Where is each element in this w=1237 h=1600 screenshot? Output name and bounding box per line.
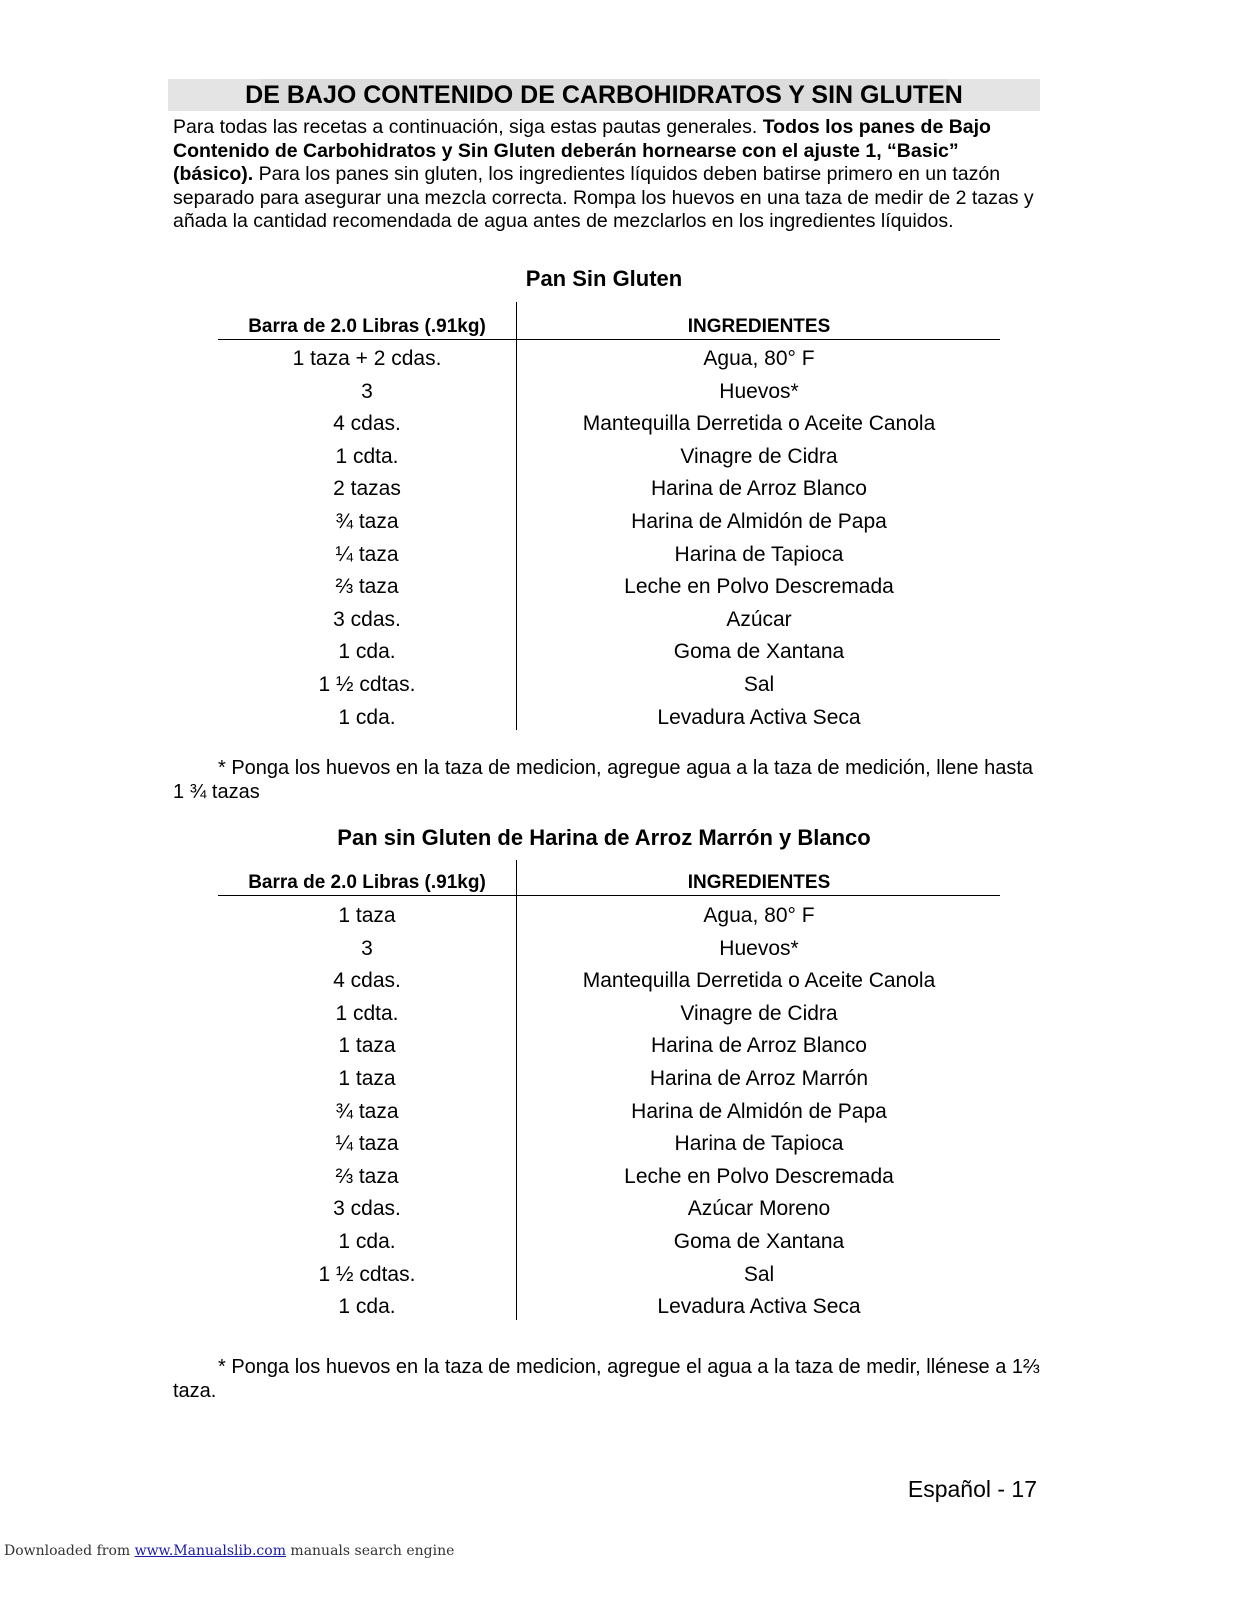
ingredient-amount: 1 cda. [338, 1230, 396, 1253]
ingredient-name: Goma de Xantana [673, 640, 845, 664]
ingredient-amount: 1 cda. [338, 640, 396, 664]
ingredient-amount: 1 cdta. [335, 1001, 399, 1025]
ingredient-amount: 1 taza [338, 1034, 396, 1058]
ingredient-amount: 1 cdta. [335, 444, 399, 468]
ingredient-name: Harina de Almidón de Papa [631, 510, 887, 533]
table-row [218, 506, 1000, 539]
table-row [218, 1030, 1000, 1063]
table-row [218, 1226, 1000, 1259]
table-row [218, 965, 1000, 998]
ingredient-amount: 2 tazas [333, 477, 401, 501]
table-header-ingredients: INGREDIENTES [687, 872, 831, 893]
ingredient-amount: 1 taza [338, 904, 396, 927]
ingredient-name: Huevos* [719, 936, 799, 960]
table-row [218, 571, 1000, 604]
ingredient-amount: 3 cdas. [333, 607, 401, 631]
table-row [218, 604, 1000, 637]
ingredient-amount: 1 ½ cdtas. [318, 1262, 416, 1286]
ingredient-amount: ¼ taza [335, 1132, 399, 1156]
footer-link[interactable]: www.Manualslib.com [134, 1543, 286, 1559]
table-header-ingredients: INGREDIENTES [687, 316, 831, 337]
table-header-amount: Barra de 2.0 Libras (.91kg) [248, 316, 486, 337]
footer-prefix: Downloaded from [4, 1543, 135, 1559]
ingredient-name: Harina de Tapioca [674, 542, 844, 566]
ingredient-name: Levadura Activa Seca [657, 705, 861, 729]
ingredient-amount: 3 cdas. [333, 1197, 401, 1221]
ingredient-name: Vinagre de Cidra [680, 1001, 838, 1025]
table-row [218, 636, 1000, 669]
ingredient-amount: 4 cdas. [333, 969, 401, 993]
table-row [218, 1259, 1000, 1292]
table-row [218, 1161, 1000, 1194]
ingredients-table [218, 302, 1000, 732]
ingredient-name: Harina de Almidón de Papa [631, 1099, 887, 1123]
table-row [218, 539, 1000, 572]
table-row [218, 702, 1000, 735]
ingredient-name: Harina de Arroz Marrón [649, 1067, 869, 1090]
download-footer [4, 1543, 454, 1559]
table-row [218, 669, 1000, 702]
ingredient-amount: 1 ½ cdtas. [318, 673, 416, 696]
intro-paragraph [173, 116, 1043, 234]
recipe-title: Pan Sin Gluten [525, 266, 683, 291]
ingredient-amount: 3 [361, 936, 373, 960]
ingredient-amount: ⅔ taza [335, 1164, 399, 1188]
ingredient-name: Leche en Polvo Descremada [624, 1164, 894, 1188]
ingredient-name: Levadura Activa Seca [657, 1295, 861, 1319]
intro-bold-text: Todos los panes de Bajo Contenido de Carbohidratos y Sin Gluten deberán hornearse con el ajuste 1, “Basic” (básico). [173, 116, 991, 185]
ingredient-name: Mantequilla Derretida o Aceite Canola [582, 412, 936, 436]
table-row [218, 408, 1000, 441]
ingredient-name: Vinagre de Cidra [680, 444, 838, 468]
table-row [218, 1063, 1000, 1096]
ingredient-name: Harina de Arroz Blanco [651, 1034, 867, 1058]
ingredient-amount: ⅔ taza [335, 575, 399, 599]
ingredient-name: Agua, 80° F [703, 347, 815, 370]
ingredient-amount: ¾ taza [335, 1099, 399, 1123]
intro-text: Para todas las recetas a continuación, siga estas pautas generales. [173, 116, 763, 138]
table-row [218, 376, 1000, 409]
table-divider-horizontal [218, 895, 1000, 896]
ingredient-name: Goma de Xantana [673, 1230, 845, 1253]
table-row [218, 441, 1000, 474]
table-row [218, 900, 1000, 933]
table-row [218, 343, 1000, 376]
ingredient-name: Harina de Arroz Blanco [651, 477, 867, 501]
table-row [218, 1128, 1000, 1161]
ingredient-amount: ¼ taza [335, 542, 399, 566]
ingredients-table [218, 860, 1000, 1322]
ingredient-name: Azúcar Moreno [687, 1197, 831, 1221]
intro-text-cont: Para los panes sin gluten, los ingredientes líquidos deben batirse primero en un tazón separado para asegurar una mezcla correcta. Rompa los huevos en una taza de medir de 2 tazas y añada la cantidad recomendada de agua antes de mezclarlos en los ingredientes líquidos. [173, 163, 1034, 232]
ingredient-amount: 1 taza + 2 cdas. [292, 347, 442, 370]
table-row [218, 473, 1000, 506]
recipe-note: * Ponga los huevos en la taza de medicion, agregue agua a la taza de medición, llene hasta 1 ¾ tazas [173, 757, 1033, 803]
table-row [218, 933, 1000, 966]
ingredient-name: Agua, 80° F [703, 904, 815, 927]
recipe-note: * Ponga los huevos en la taza de medicion, agregue el agua a la taza de medir, llénese a 1⅔ taza. [173, 1356, 1040, 1402]
ingredient-name: Azúcar [726, 607, 792, 631]
ingredient-amount: ¾ taza [335, 510, 399, 533]
table-row [218, 998, 1000, 1031]
ingredient-amount: 3 [361, 379, 373, 403]
ingredient-name: Huevos* [719, 379, 799, 403]
section-title: DE BAJO CONTENIDO DE CARBOHIDRATOS Y SIN GLUTEN [245, 81, 963, 109]
ingredient-name: Mantequilla Derretida o Aceite Canola [582, 969, 936, 993]
ingredient-amount: 1 cda. [338, 705, 396, 729]
recipe-title: Pan sin Gluten de Harina de Arroz Marrón y Blanco [337, 825, 871, 850]
table-header-amount: Barra de 2.0 Libras (.91kg) [248, 872, 486, 893]
table-row [218, 1096, 1000, 1129]
table-divider-horizontal [218, 339, 1000, 340]
ingredient-amount: 4 cdas. [333, 412, 401, 436]
footer-suffix: manuals search engine [285, 1543, 455, 1559]
page-number: Español - 17 [907, 1476, 1037, 1502]
ingredient-name: Sal [743, 1262, 775, 1286]
table-row [218, 1291, 1000, 1324]
table-row [218, 1193, 1000, 1226]
ingredient-amount: 1 taza [338, 1067, 396, 1090]
ingredient-name: Sal [743, 673, 775, 696]
ingredient-amount: 1 cda. [338, 1295, 396, 1319]
ingredient-name: Leche en Polvo Descremada [624, 575, 894, 599]
ingredient-name: Harina de Tapioca [674, 1132, 844, 1156]
